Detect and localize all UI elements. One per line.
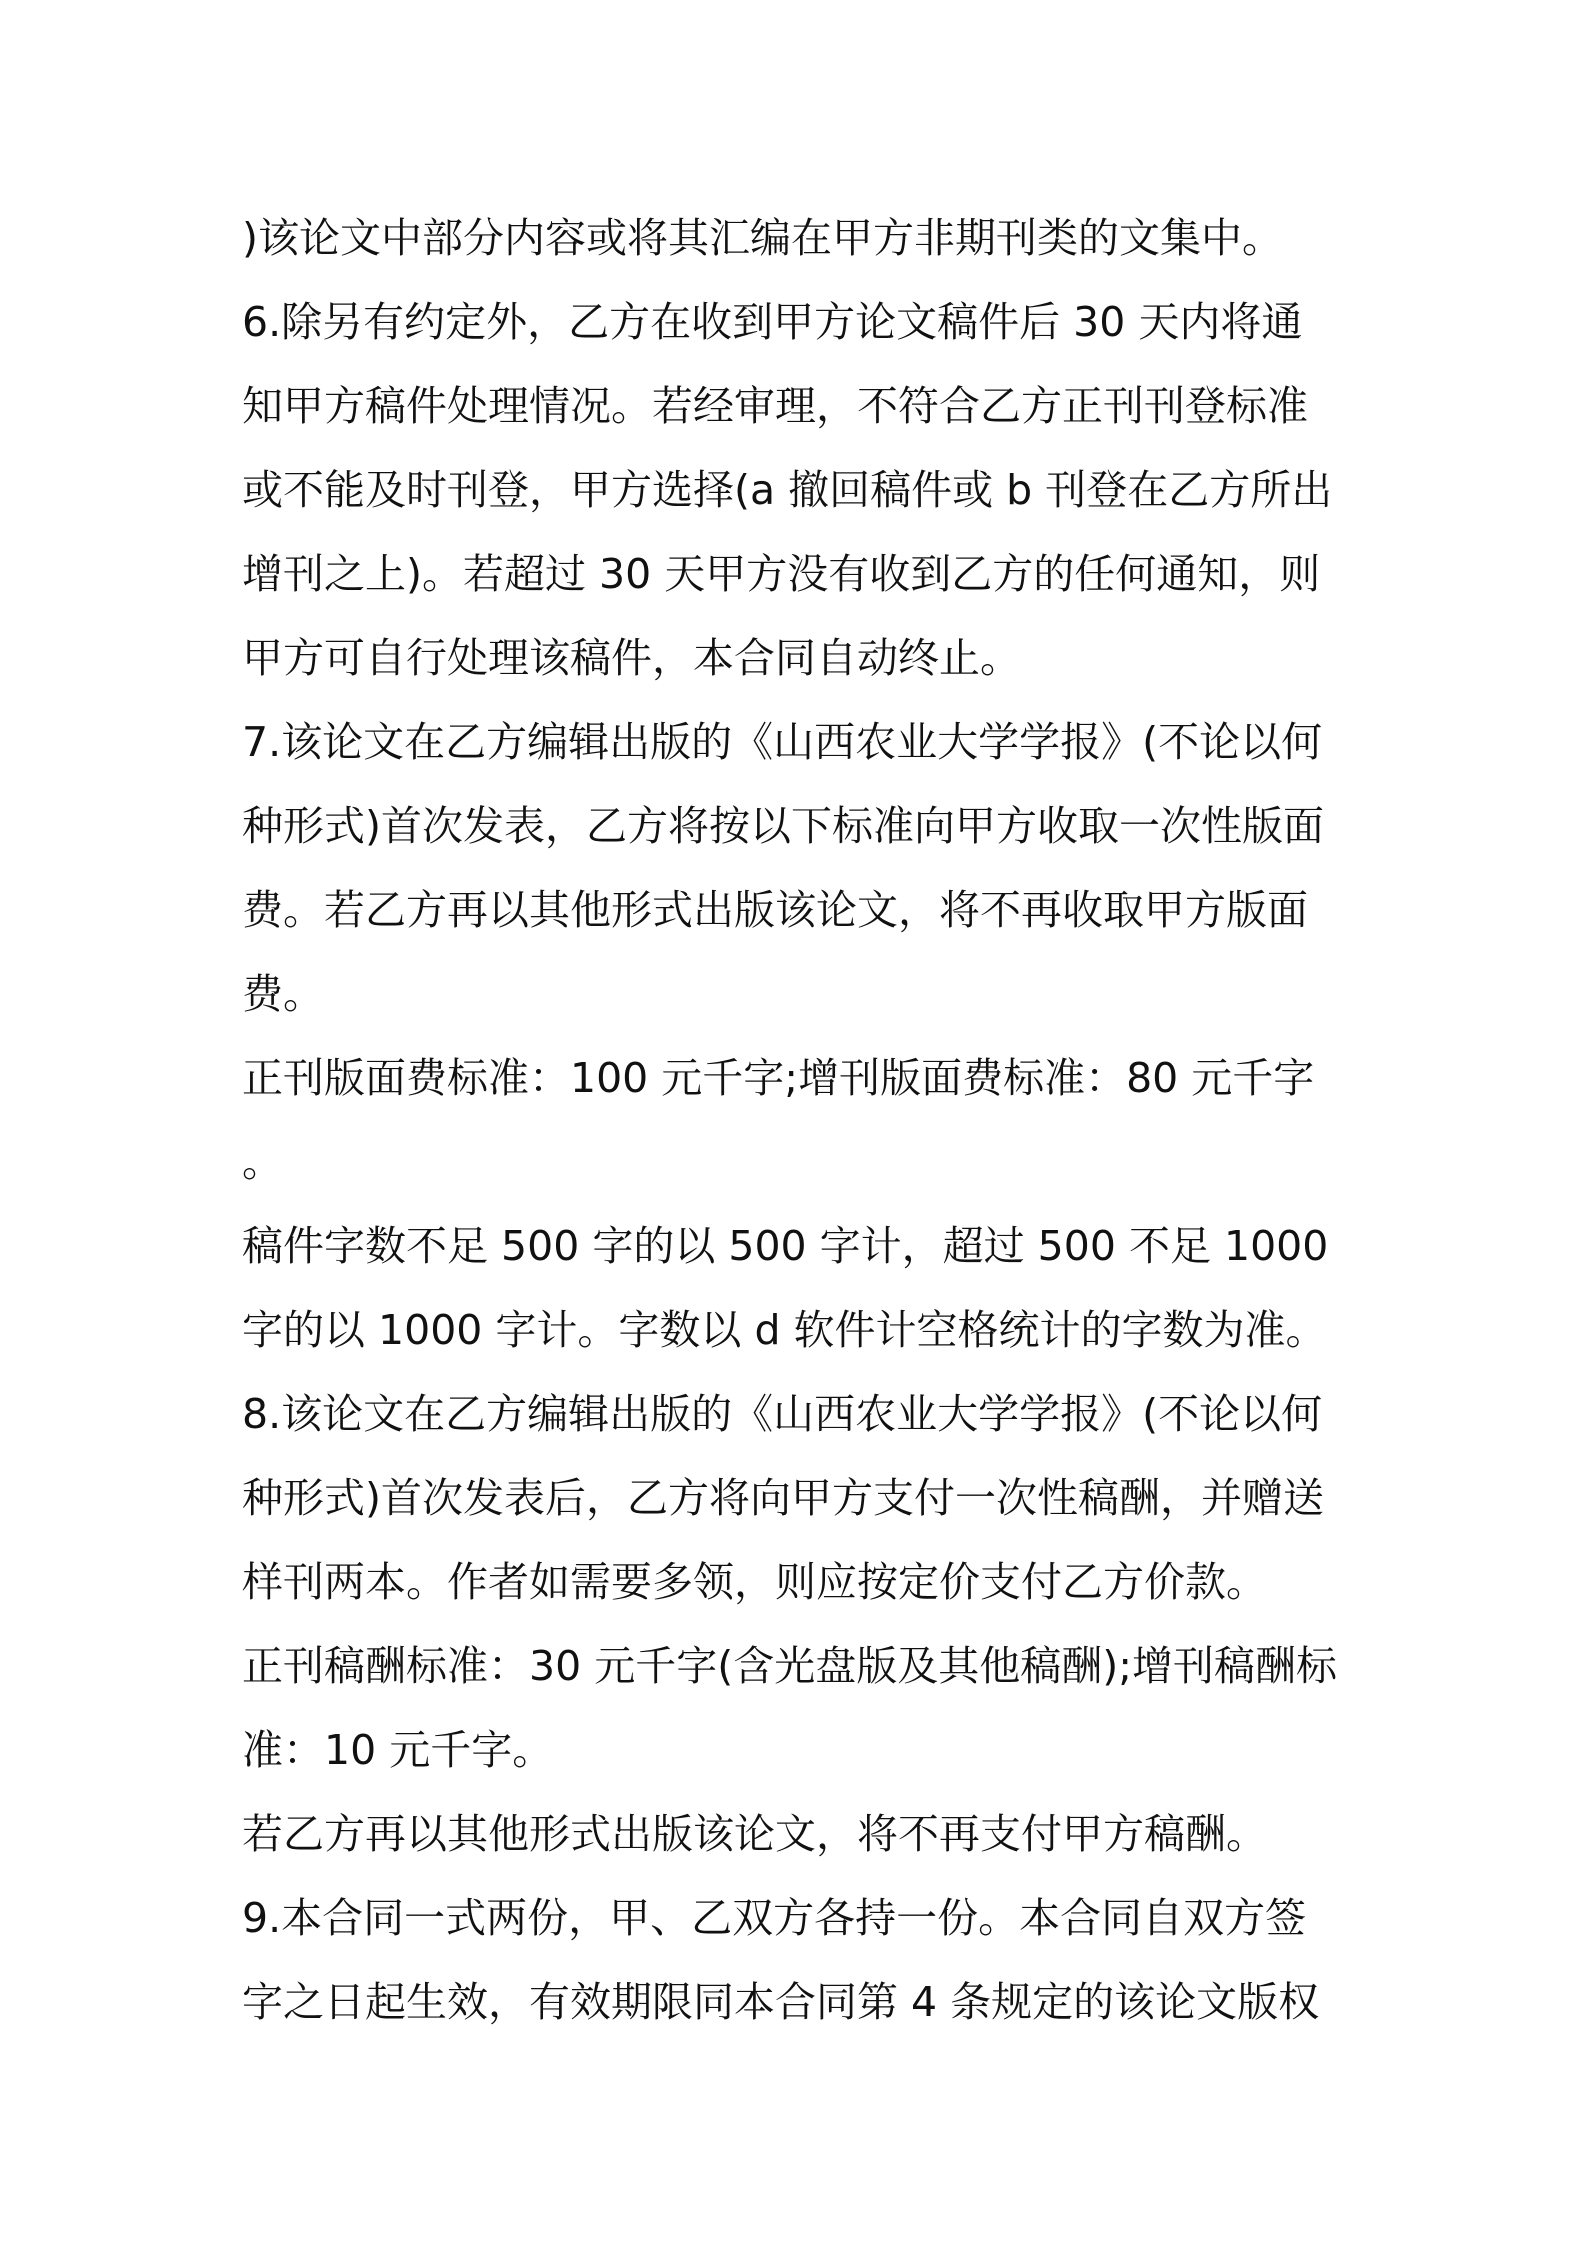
text-line: 7.该论文在乙方编辑出版的《山西农业大学学报》(不论以何 xyxy=(242,718,1323,766)
text-line: 正刊稿酬标准：30 元千字(含光盘版及其他稿酬);增刊稿酬标 xyxy=(242,1642,1338,1690)
text-line: 增刊之上)。若超过 30 天甲方没有收到乙方的任何通知，则 xyxy=(242,550,1321,598)
text-line: 样刊两本。作者如需要多领，则应按定价支付乙方价款。 xyxy=(242,1558,1267,1606)
text-line: 知甲方稿件处理情况。若经审理，不符合乙方正刊刊登标准 xyxy=(242,382,1308,430)
text-line: 种形式)首次发表后，乙方将向甲方支付一次性稿酬，并赠送 xyxy=(242,1474,1324,1522)
text-line: 6.除另有约定外，乙方在收到甲方论文稿件后 30 天内将通 xyxy=(242,298,1303,346)
text-line: 稿件字数不足 500 字的以 500 字计，超过 500 不足 1000 xyxy=(242,1222,1329,1270)
contract-text-body xyxy=(242,196,1352,2044)
text-line: 费。若乙方再以其他形式出版该论文，将不再收取甲方版面 xyxy=(242,886,1308,934)
text-line: 费。 xyxy=(242,970,324,1018)
text-line: 。 xyxy=(242,1138,283,1186)
text-line: 9.本合同一式两份，甲、乙双方各持一份。本合同自双方签 xyxy=(242,1894,1307,1942)
text-line: )该论文中部分内容或将其汇编在甲方非期刊类的文集中。 xyxy=(242,214,1283,262)
text-line: 若乙方再以其他形式出版该论文，将不再支付甲方稿酬。 xyxy=(242,1810,1267,1858)
text-line: 或不能及时刊登，甲方选择(a 撤回稿件或 b 刊登在乙方所出 xyxy=(242,466,1333,514)
text-line: 准：10 元千字。 xyxy=(242,1726,554,1774)
text-line: 字之日起生效，有效期限同本合同第 4 条规定的该论文版权 xyxy=(242,1978,1320,2026)
text-line: 8.该论文在乙方编辑出版的《山西农业大学学报》(不论以何 xyxy=(242,1390,1323,1438)
text-line: 正刊版面费标准：100 元千字;增刊版面费标准：80 元千字 xyxy=(242,1054,1315,1102)
text-line: 字的以 1000 字计。字数以 d 软件计空格统计的字数为准。 xyxy=(242,1306,1327,1354)
text-line: 甲方可自行处理该稿件，本合同自动终止。 xyxy=(242,634,1021,682)
text-line: 种形式)首次发表，乙方将按以下标准向甲方收取一次性版面 xyxy=(242,802,1324,850)
